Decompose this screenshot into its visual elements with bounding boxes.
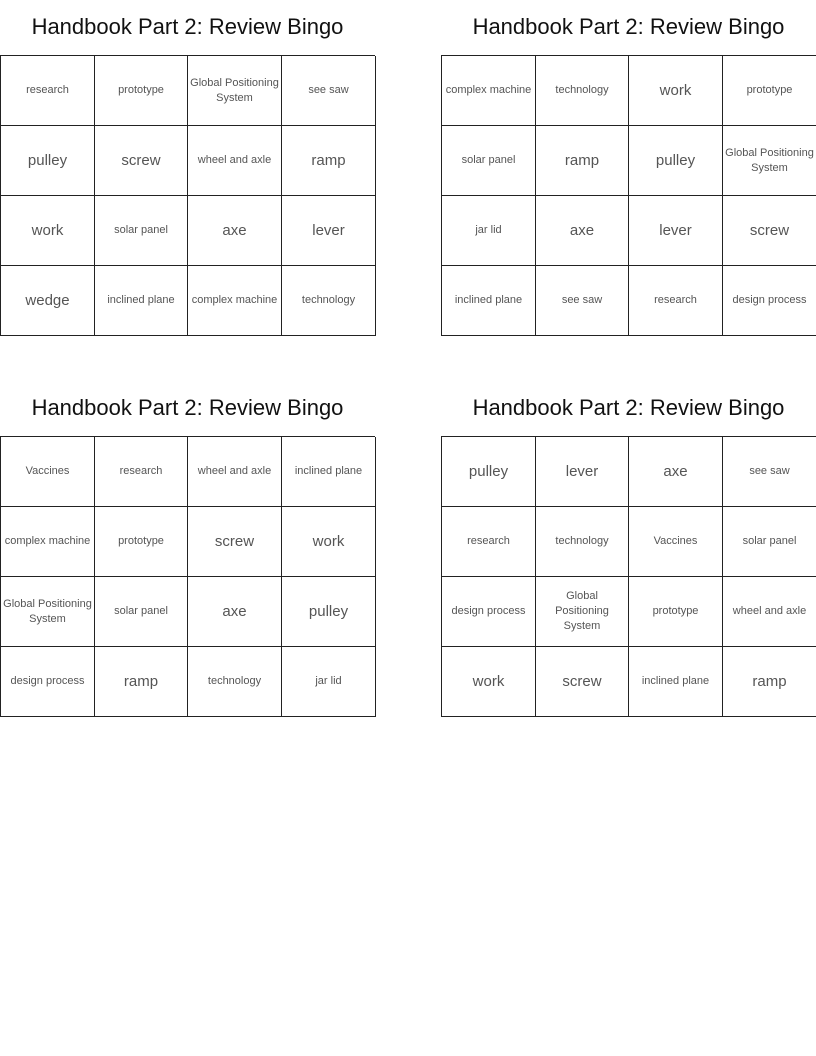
bingo-cell: axe	[188, 196, 282, 266]
bingo-grid	[441, 436, 816, 717]
bingo-cell: see saw	[536, 266, 629, 336]
bingo-cell: Global Positioning System	[723, 126, 816, 196]
bingo-cell: Global Positioning System	[188, 56, 282, 126]
bingo-cell: Global Positioning System	[1, 577, 95, 647]
bingo-card-3	[0, 393, 375, 717]
bingo-cell: complex machine	[442, 56, 536, 126]
bingo-cell: prototype	[95, 507, 188, 577]
bingo-cell: solar panel	[95, 196, 188, 266]
bingo-cell: Vaccines	[629, 507, 723, 577]
bingo-cell: lever	[282, 196, 376, 266]
bingo-cell: ramp	[282, 126, 376, 196]
bingo-cell: pulley	[629, 126, 723, 196]
bingo-cell: Vaccines	[1, 437, 95, 507]
bingo-cell: inclined plane	[442, 266, 536, 336]
bingo-cell: see saw	[282, 56, 376, 126]
bingo-cell: research	[1, 56, 95, 126]
bingo-grid	[0, 436, 375, 717]
bingo-cell: lever	[536, 437, 629, 507]
bingo-cell: screw	[723, 196, 816, 266]
bingo-cell: pulley	[282, 577, 376, 647]
card-title: Handbook Part 2: Review Bingo	[472, 395, 785, 420]
bingo-cell: screw	[536, 647, 629, 717]
bingo-cell: jar lid	[282, 647, 376, 717]
card-title: Handbook Part 2: Review Bingo	[31, 14, 344, 39]
bingo-cell: prototype	[723, 56, 816, 126]
bingo-cell: solar panel	[95, 577, 188, 647]
bingo-cell: work	[629, 56, 723, 126]
bingo-cell: work	[1, 196, 95, 266]
bingo-cell: axe	[536, 196, 629, 266]
bingo-cell: wedge	[1, 266, 95, 336]
bingo-cell: axe	[629, 437, 723, 507]
bingo-cell: wheel and axle	[188, 437, 282, 507]
bingo-grid	[0, 55, 375, 336]
bingo-cell: complex machine	[1, 507, 95, 577]
bingo-cell: design process	[1, 647, 95, 717]
bingo-cell: research	[442, 507, 536, 577]
card-title: Handbook Part 2: Review Bingo	[472, 14, 785, 39]
bingo-cell: technology	[536, 507, 629, 577]
bingo-card-1	[0, 12, 375, 336]
bingo-cell: axe	[188, 577, 282, 647]
bingo-cell: prototype	[95, 56, 188, 126]
bingo-cell: work	[282, 507, 376, 577]
bingo-cell: wheel and axle	[723, 577, 816, 647]
bingo-cell: technology	[536, 56, 629, 126]
bingo-cell: lever	[629, 196, 723, 266]
card-title: Handbook Part 2: Review Bingo	[31, 395, 344, 420]
bingo-cell: ramp	[95, 647, 188, 717]
bingo-cell: work	[442, 647, 536, 717]
bingo-cell: solar panel	[442, 126, 536, 196]
bingo-cell: design process	[723, 266, 816, 336]
bingo-cell: screw	[95, 126, 188, 196]
bingo-cell: inclined plane	[95, 266, 188, 336]
bingo-card-4	[441, 393, 816, 717]
bingo-cell: technology	[282, 266, 376, 336]
bingo-cell: jar lid	[442, 196, 536, 266]
bingo-cell: inclined plane	[629, 647, 723, 717]
bingo-cell: inclined plane	[282, 437, 376, 507]
bingo-cell: research	[629, 266, 723, 336]
bingo-card-2	[441, 12, 816, 336]
bingo-cell: wheel and axle	[188, 126, 282, 196]
bingo-cell: ramp	[723, 647, 816, 717]
bingo-cell: Global Positioning System	[536, 577, 629, 647]
bingo-cell: technology	[188, 647, 282, 717]
bingo-cell: pulley	[442, 437, 536, 507]
bingo-cell: research	[95, 437, 188, 507]
bingo-cell: prototype	[629, 577, 723, 647]
bingo-grid	[441, 55, 816, 336]
bingo-cell: pulley	[1, 126, 95, 196]
bingo-cell: solar panel	[723, 507, 816, 577]
bingo-cell: design process	[442, 577, 536, 647]
bingo-cell: screw	[188, 507, 282, 577]
bingo-cell: complex machine	[188, 266, 282, 336]
bingo-cell: see saw	[723, 437, 816, 507]
bingo-cell: ramp	[536, 126, 629, 196]
